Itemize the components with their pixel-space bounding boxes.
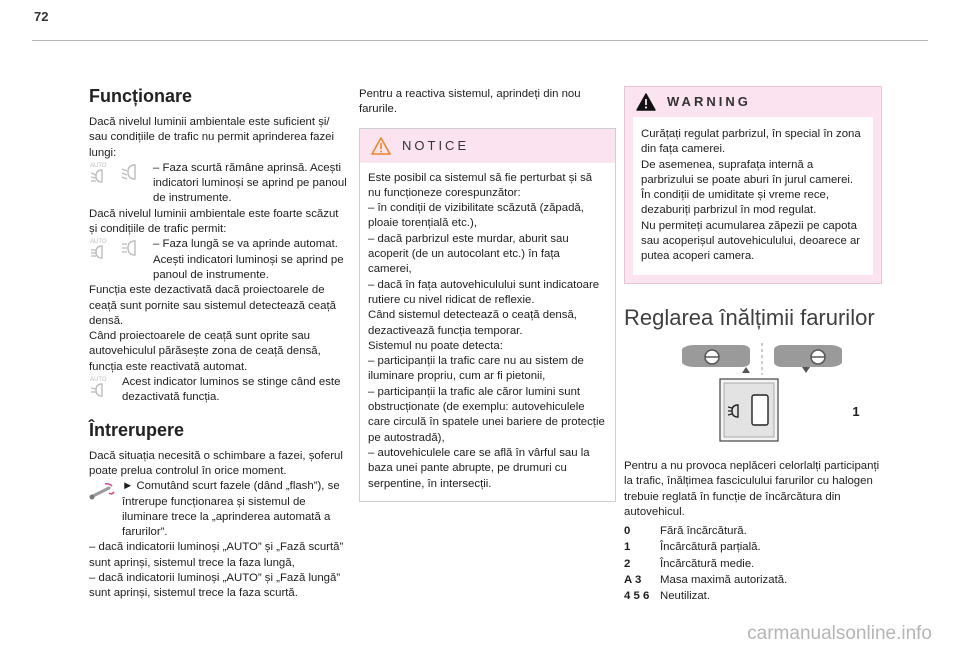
paragraph-reactivate: Pentru a reactiva sistemul, aprindeți din nou farurile. <box>359 88 581 116</box>
column-2 <box>359 87 616 502</box>
paragraph-interrupt: Dacă situația necesită o schimbare a fazei, șoferul poate prelua controlul în orice moment. <box>89 449 343 477</box>
dial-value-label: 1 <box>852 403 860 419</box>
warning-line: De asemenea, suprafața internă a parbrizului se poate aburi în jurul camerei. În condiții de umiditate și vreme rece, dezaburiți parbrizul în mod regulat. <box>641 158 854 217</box>
notice-line: – participanții la trafic ale căror lumini sunt obstrucționate (de exemplu: autovehiculele care circulă în spatele unei bariere de protecție pe autostradă), <box>368 385 605 444</box>
page-number: 72 <box>34 9 49 24</box>
legend-key: 4 5 6 <box>624 590 650 603</box>
notice-body <box>360 163 615 501</box>
legend-text: Neutilizat. <box>660 590 711 603</box>
header-divider <box>32 40 928 41</box>
high-beam-icon <box>121 237 147 259</box>
flash-row <box>89 479 347 540</box>
paragraph-dash-1: – dacă indicatorii luminoși „AUTO” și „Fază scurtă” sunt aprinși, sistemul trece la faza lungă, <box>89 541 344 569</box>
paragraph-intro: Dacă nivelul luminii ambientale este suficient și/ sau condițiile de trafic nu permit aprinderea fazei lungi: <box>89 116 335 159</box>
legend-text: Masa maximă autorizată. <box>660 574 788 587</box>
indicator-off-row <box>89 375 347 406</box>
notice-line: – participanții la trafic care nu au sistem de iluminare propriu, cum ar fi pietonii, <box>368 355 584 383</box>
auto-headlamp-icon <box>89 237 115 259</box>
headlamp-adjust-illustration <box>624 335 882 445</box>
warning-box <box>624 86 882 284</box>
section-title-functionare: Funcționare <box>89 86 193 106</box>
paragraph-fog-off: Când proiectoarele de ceață sunt oprite sau autovehiculul părăsește zona de ceață densă, funcția este reactivată automat. <box>89 330 321 373</box>
warning-triangle-filled-icon <box>635 92 657 112</box>
svg-text:AUTO: AUTO <box>90 162 107 169</box>
auto-headlamp-icon <box>89 161 115 183</box>
section-title-intrerupere: Întrerupere <box>89 419 185 440</box>
auto-headlamp-icon <box>89 375 115 397</box>
notice-title: NOTICE <box>402 137 470 153</box>
notice-line: – dacă în fața autovehiculului sunt indicatoare rutiere cu nivel ridicat de reflexie. <box>368 278 600 306</box>
svg-text:AUTO: AUTO <box>90 239 107 246</box>
legend-key: 0 <box>624 525 631 538</box>
warning-header <box>625 87 881 117</box>
low-beam-icon <box>121 161 147 183</box>
paragraph-long-beam: – Faza lungă se va aprinde automat. Acești indicatori luminoși se aprind pe panoul de instrumente. <box>153 238 344 281</box>
headlamp-stalk-flash-icon <box>89 479 115 501</box>
paragraph-indicator-off: Acest indicator luminos se stinge când este dezactivată funcția. <box>122 376 341 404</box>
notice-line: – dacă parbrizul este murdar, aburit sau acoperit (de un autocolant etc.) în fața camerei, <box>368 232 569 276</box>
paragraph-reglare: Pentru a nu provoca neplăceri celorlalți participanți la trafic, înălțimea fasciculului farurilor cu halogen trebuie reglată în funcție de încărcătura din autovehicul. <box>624 459 880 518</box>
paragraph-flash: ► Comutând scurt fazele (dând „flash”), se întrerupe funcționarea și sistemul de iluminare trece la „aprinderea automată a farurilor”. <box>122 480 340 539</box>
section-title-reglare: Reglarea înălțimii farurilor <box>624 304 875 330</box>
legend-key: 2 <box>624 557 631 570</box>
long-beam-row <box>89 237 347 283</box>
warning-title: WARNING <box>667 94 751 110</box>
notice-line: Sistemul nu poate detecta: <box>368 339 503 352</box>
paragraph-dash-2: – dacă indicatorii luminoși „AUTO” și „Fază lungă” sunt aprinși, sistemul trece la faza scurtă. <box>89 572 341 600</box>
notice-line: – autovehiculele care se află în vârful sau la baza unei pante abrupte, pe drumuri cu serpentine, în intersecții. <box>368 446 590 490</box>
notice-box <box>359 128 616 502</box>
legend-key: 1 <box>624 541 631 554</box>
notice-line: Este posibil ca sistemul să fie perturbat și să nu funcționeze corespunzător: <box>368 171 593 199</box>
warning-body <box>633 117 873 275</box>
short-beam-row <box>89 161 347 207</box>
load-legend <box>624 524 882 604</box>
notice-line: – în condiții de vizibilitate scăzută (zăpadă, ploaie torențială etc.), <box>368 202 584 230</box>
svg-text:AUTO: AUTO <box>90 377 107 384</box>
legend-text: Încărcătură medie. <box>660 557 755 570</box>
paragraph-fog: Funcția este dezactivată dacă proiectoarele de ceață sunt pornite sau sistemul detectează ceață densă. <box>89 284 336 327</box>
column-1 <box>89 80 347 602</box>
warning-line: Curățați regulat parbrizul, în special în zona din fața camerei. <box>641 128 861 156</box>
notice-line: Când sistemul detectează o ceață densă, dezactivează funcția temporar. <box>368 309 577 337</box>
column-3 <box>624 86 882 605</box>
legend-text: Fără încărcătură. <box>660 525 747 538</box>
headlamp-height-diagram <box>624 335 882 445</box>
paragraph-short-beam: – Faza scurtă rămâne aprinsă. Acești indicatori luminoși se aprind pe panoul de instrumente. <box>153 161 347 205</box>
notice-header <box>360 129 615 163</box>
legend-text: Încărcătură parțială. <box>660 541 761 554</box>
warning-triangle-outline-icon <box>370 136 392 156</box>
warning-line: Nu permiteți acumularea zăpezii pe capota sau acoperișul autovehiculului, deoarece ar putea acoperi camera. <box>641 219 861 263</box>
legend-key: A 3 <box>624 574 642 587</box>
watermark: carmanualsonline.info <box>747 623 932 644</box>
paragraph-dark: Dacă nivelul luminii ambientale este foarte scăzut și condițiile de trafic permit: <box>89 207 339 236</box>
